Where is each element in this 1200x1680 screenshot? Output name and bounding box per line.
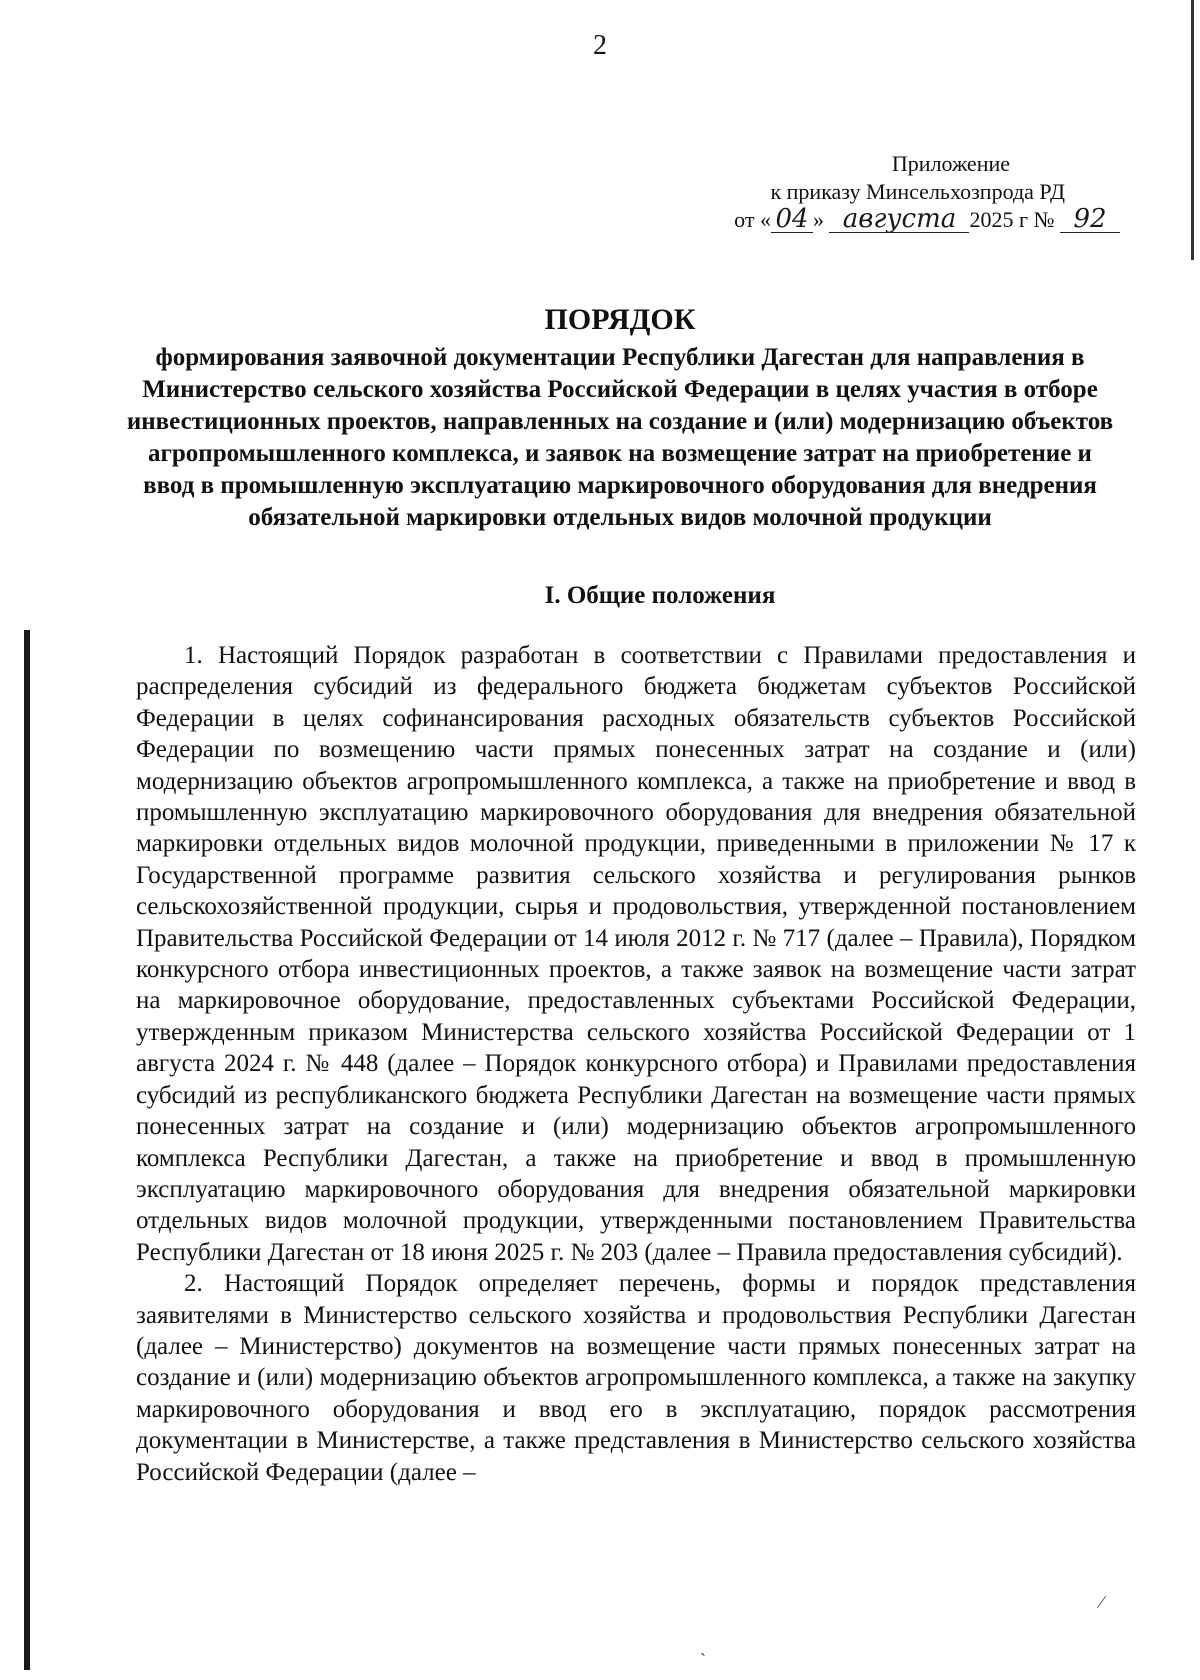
page-number: 2: [593, 30, 607, 61]
handwritten-month: августа: [829, 206, 969, 233]
scan-artifact-tick: ˎ: [700, 1636, 706, 1656]
appendix-block: [640, 150, 1120, 234]
section-heading: I. Общие положения: [544, 582, 776, 609]
document-subtitle: формирования заявочной документации Республики Дагестан для направления в Министерство сельского хозяйства Российской Федерации в целях участия в отборе инвестиционных проектов, направленных на создание и (или) модернизацию объектов агропромышленного комплекса, и заявок на возмещение затрат на приобретение и ввод в промышленную эксплуатацию маркировочного оборудования для внедрения обязательной маркировки отдельных видов молочной продукции: [126, 344, 1114, 531]
handwritten-order-number: 92: [1060, 206, 1120, 233]
document-title: ПОРЯДОК: [544, 303, 696, 336]
appendix-order-ref: к приказу Минсельхозпрода РД: [770, 179, 1065, 204]
document-body: [136, 640, 1136, 1488]
year-text: 2025 г №: [969, 207, 1055, 232]
paragraph-2: 2. Настоящий Порядок определяет перечень, формы и порядок представления заявителями в Министерство сельского хозяйства и продовольствия Республики Дагестан (далее – Министерство) документов на возмещение части прямых понесенных затрат на создание и (или) модернизацию объектов агропромышленного комплекса, а также на закупку маркировочного оборудования и ввод его в эксплуатацию, порядок рассмотрения документации в Министерстве, а также представления в Министерство сельского хозяйства Российской Федерации (далее –: [136, 1270, 1136, 1486]
date-prefix: от «: [734, 207, 771, 232]
document-title-block: [120, 300, 1120, 534]
date-separator: »: [812, 207, 824, 232]
paragraph-1: 1. Настоящий Порядок разработан в соответствии с Правилами предоставления и распределения субсидий из федерального бюджета бюджетам субъектов Российской Федерации в целях софинансирования расходных обязательств субъектов Российской Федерации по возмещению части прямых понесенных затрат на создание и (или) модернизацию объектов агропромышленного комплекса, а также на приобретение и ввод в промышленную эксплуатацию маркировочного оборудования для внедрения обязательной маркировки отдельных видов молочной продукции, приведенными в приложении № 17 к Государственной программе развития сельского хозяйства и регулирования рынков сельскохозяйственной продукции, сырья и продовольствия, утвержденной постановлением Правительства Российской Федерации от 14 июля 2012 г. № 717 (далее – Правила), Порядком конкурсного отбора инвестиционных проектов, а также заявок на возмещение части затрат на маркировочное оборудование, предоставленных субъектами Российской Федерации, утвержденным приказом Министерства сельского хозяйства Российской Федерации от 1 августа 2024 г. № 448 (далее – Порядок конкурсного отбора) и Правилами предоставления субсидий из республиканского бюджета Республики Дагестан на возмещение части прямых понесенных затрат на создание и (или) модернизацию объектов агропромышленного комплекса Республики Дагестан, а также на приобретение и ввод в промышленную эксплуатацию маркировочного оборудования для внедрения обязательной маркировки отдельных видов молочной продукции, утвержденными постановлением Правительства Республики Дагестан от 18 июня 2025 г. № 203 (далее – Правила предоставления субсидий).: [136, 642, 1136, 1266]
scan-artifact-mark: ⁄: [1100, 1592, 1104, 1612]
scan-margin-bar: [24, 630, 30, 1670]
appendix-date-line: [640, 206, 1120, 234]
handwritten-day: 04: [771, 206, 813, 233]
appendix-label: Приложение: [891, 151, 1010, 176]
